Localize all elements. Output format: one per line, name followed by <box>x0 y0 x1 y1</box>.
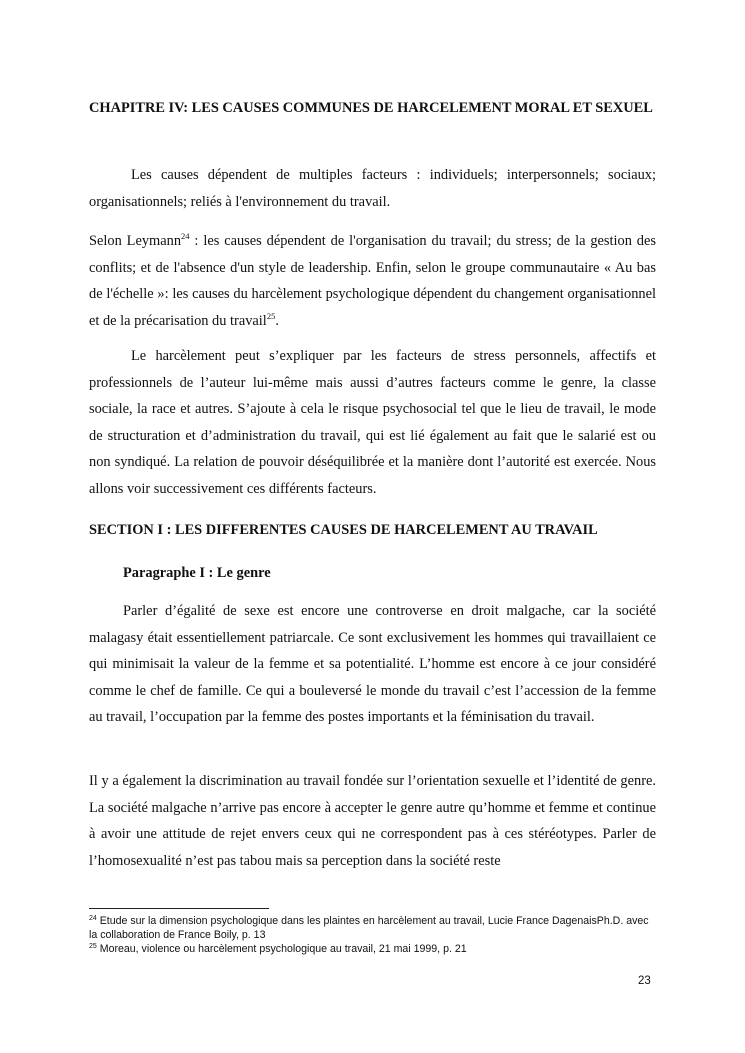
footnote-num: 24 <box>89 915 97 922</box>
leymann-paragraph <box>89 228 656 334</box>
footnote-ref-25[interactable]: 25 <box>266 310 276 321</box>
genre-block <box>89 598 656 731</box>
genre-paragraph: Parler d’égalité de sexe est encore une controverse en droit malgache, car la société malagasy était essentiellement patriarcale. Ce sont exclusivement les hommes qui travaillaient ce qui minimisait la valeur de la femme et sa potentialité. L’homme est encore à ce jour considéré comme le chef de famille. Ce qui a bouleversé le monde du travail c’est l’accession de la femme au travail, l’occupation par la femme des postes importants et la féminisation du travail. <box>89 603 656 725</box>
footnote-text: Etude sur la dimension psychologique dans les plaintes en harcèlement au travail, Lucie France DagenaisPh.D. avec la collaboration de France Boily, p. 13 <box>89 915 649 941</box>
footnote-divider <box>89 908 269 909</box>
footnote-25 <box>89 943 659 957</box>
leymann-text-middle: : les causes dépendent de l'organisation du travail; du stress; de la gestion des conflits; et de l'absence d'un style de leadership. Enfin, selon le groupe communautaire « Au bas de l'échelle »: les causes du harcèlement psychologique dépendent du changement organisationnel et de la précarisation du travail <box>89 233 656 329</box>
paragraph-title: Paragraphe I : Le genre <box>123 565 271 581</box>
leymann-text-start: Selon Leymann <box>89 233 182 249</box>
footnote-num: 25 <box>89 942 97 950</box>
footnote-text: Moreau, violence ou harcèlement psychologique au travail, 21 mai 1999, p. 21 <box>96 942 467 955</box>
discrimination-paragraph: Il y a également la discrimination au travail fondée sur l’orientation sexuelle et l’identité de genre. La société malgache n’arrive pas encore à accepter le genre autre qu’homme et femme et continue à avoir une attitude de rejet envers ceux qui ne correspondent pas à ces stéréotypes. Parler de l’homosexualité n’est pas tabou mais sa perception dans la société reste <box>89 773 656 869</box>
chapter-title: CHAPITRE IV: LES CAUSES COMMUNES DE HARCELEMENT MORAL ET SEXUEL <box>89 100 653 116</box>
stress-block <box>89 343 656 502</box>
page-number: 23 <box>638 975 651 987</box>
stress-paragraph: Le harcèlement peut s’expliquer par les facteurs de stress personnels, affectifs et professionnels de l’auteur lui-même mais aussi d’autres facteurs comme le genre, la classe sociale, la race et autres. S’ajoute à cela le risque psychosocial tel que le lieu de travail, le mode de structuration et d’administration du travail, qui est lié également au fait que le salarié est ou non syndiqué. La relation de pouvoir déséquilibrée et la manière dont l’autorité est exercée. Nous allons voir successivement ces différents facteurs. <box>89 348 656 497</box>
footnote-ref-24[interactable]: 24 <box>181 231 190 241</box>
footnotes <box>89 915 659 956</box>
footnote-24 <box>89 915 659 943</box>
intro-block <box>89 162 656 215</box>
section-title: SECTION I : LES DIFFERENTES CAUSES DE HARCELEMENT AU TRAVAIL <box>89 522 598 538</box>
leymann-text-end: . <box>275 312 279 329</box>
intro-paragraph: Les causes dépendent de multiples facteurs : individuels; interpersonnels; sociaux; organisationnels; reliés à l'environnement du travail. <box>89 167 656 210</box>
leymann-block <box>89 228 656 334</box>
discrimination-block <box>89 768 656 874</box>
